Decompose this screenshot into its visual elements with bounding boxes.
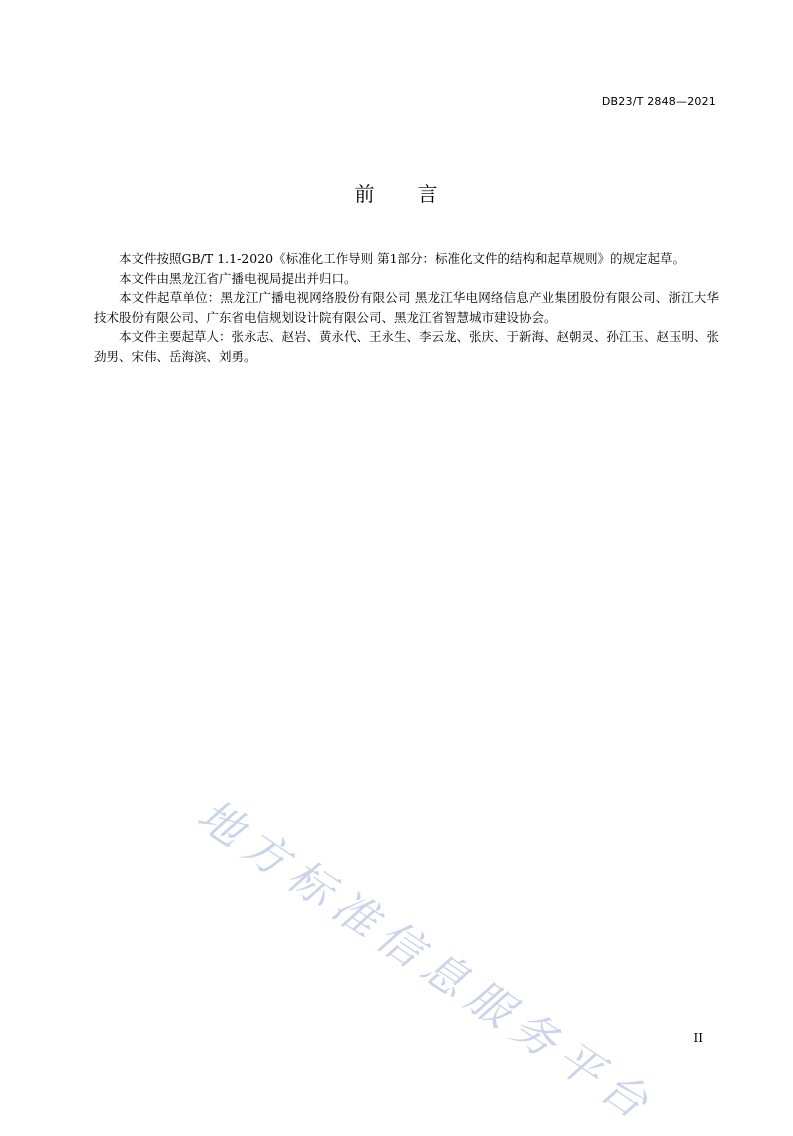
page-number: II [693, 1031, 703, 1045]
title-char-2: 言 [417, 182, 439, 206]
paragraph-proposer: 本文件由黑龙江省广播电视局提出并归口。 [119, 270, 357, 286]
page-title [0, 178, 793, 207]
paragraph-standard-basis: 本文件按照GB/T 1.1-2020《标准化工作导则 第1部分：标准化文件的结构和起草规则》的规定起草。 [119, 251, 686, 266]
watermark: 地方标准信息服务平台 [188, 789, 665, 1134]
document-code: DB23/T 2848—2021 [601, 95, 716, 108]
paragraph-drafting-units: 本文件起草单位：黑龙江广播电视网络股份有限公司 黑龙江华电网络信息产业集团股份有限公司、浙江大华技术股份有限公司、广东省电信规划设计院有限公司、黑龙江省智慧城市建设协会。 [94, 290, 719, 325]
title-char-1: 前 [354, 182, 376, 206]
paragraph-drafters: 本文件主要起草人：张永志、赵岩、黄永代、王永生、李云龙、张庆、于新海、赵朝灵、孙江玉、赵玉明、张劲男、宋伟、岳海滨、刘勇。 [94, 329, 720, 364]
preface-body [94, 249, 719, 366]
